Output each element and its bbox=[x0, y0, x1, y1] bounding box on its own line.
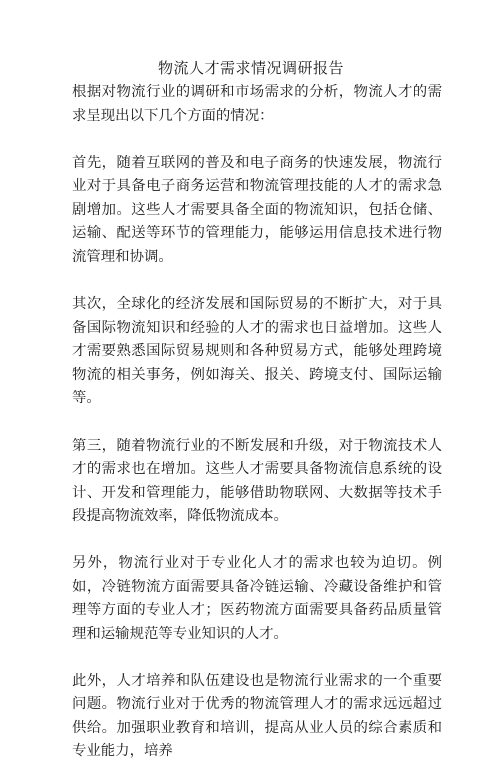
paragraph-third: 第三，随着物流行业的不断发展和升级，对于物流技术人才的需求也在增加。这些人才需要具备物流信息系统的设计、开发和管理能力，能够借助物联网、大数据等技术手段提高物流效率，降低物流成本。 bbox=[72, 437, 442, 524]
paragraph-first: 首先，随着互联网的普及和电子商务的快速发展，物流行业对于具备电子商务运营和物流管理技能的人才的需求急剧增加。这些人才需要具备全面的物流知识，包括仓储、运输、配送等环节的管理能力，能够运用信息技术进行物流管理和协调。 bbox=[72, 154, 442, 265]
paragraph-second: 其次，全球化的经济发展和国际贸易的不断扩大，对于具备国际物流知识和经验的人才的需求也日益增加。这些人才需要熟悉国际贸易规则和各种贸易方式，能够处理跨境物流的相关事务，例如海关、报关、跨境支付、国际运输等。 bbox=[72, 296, 442, 406]
page-title: 物流人才需求情况调研报告 bbox=[157, 59, 344, 77]
paragraph-additionally: 另外，物流行业对于专业化人才的需求也较为迫切。例如，冷链物流方面需要具备冷链运输、冷藏设备维护和管理等方面的专业人才；医药物流方面需要具备药品质量管理和运输规范等专业知识的人才。 bbox=[72, 555, 442, 642]
paragraph-intro: 根据对物流行业的调研和市场需求的分析，物流人才的需求呈现出以下几个方面的情况： bbox=[72, 84, 442, 124]
paragraph-furthermore: 此外，人才培养和队伍建设也是物流行业需求的一个重要问题。物流行业对于优秀的物流管理人才的需求远远超过供给。加强职业教育和培训，提高从业人员的综合素质和专业能力，培养 bbox=[72, 672, 442, 759]
